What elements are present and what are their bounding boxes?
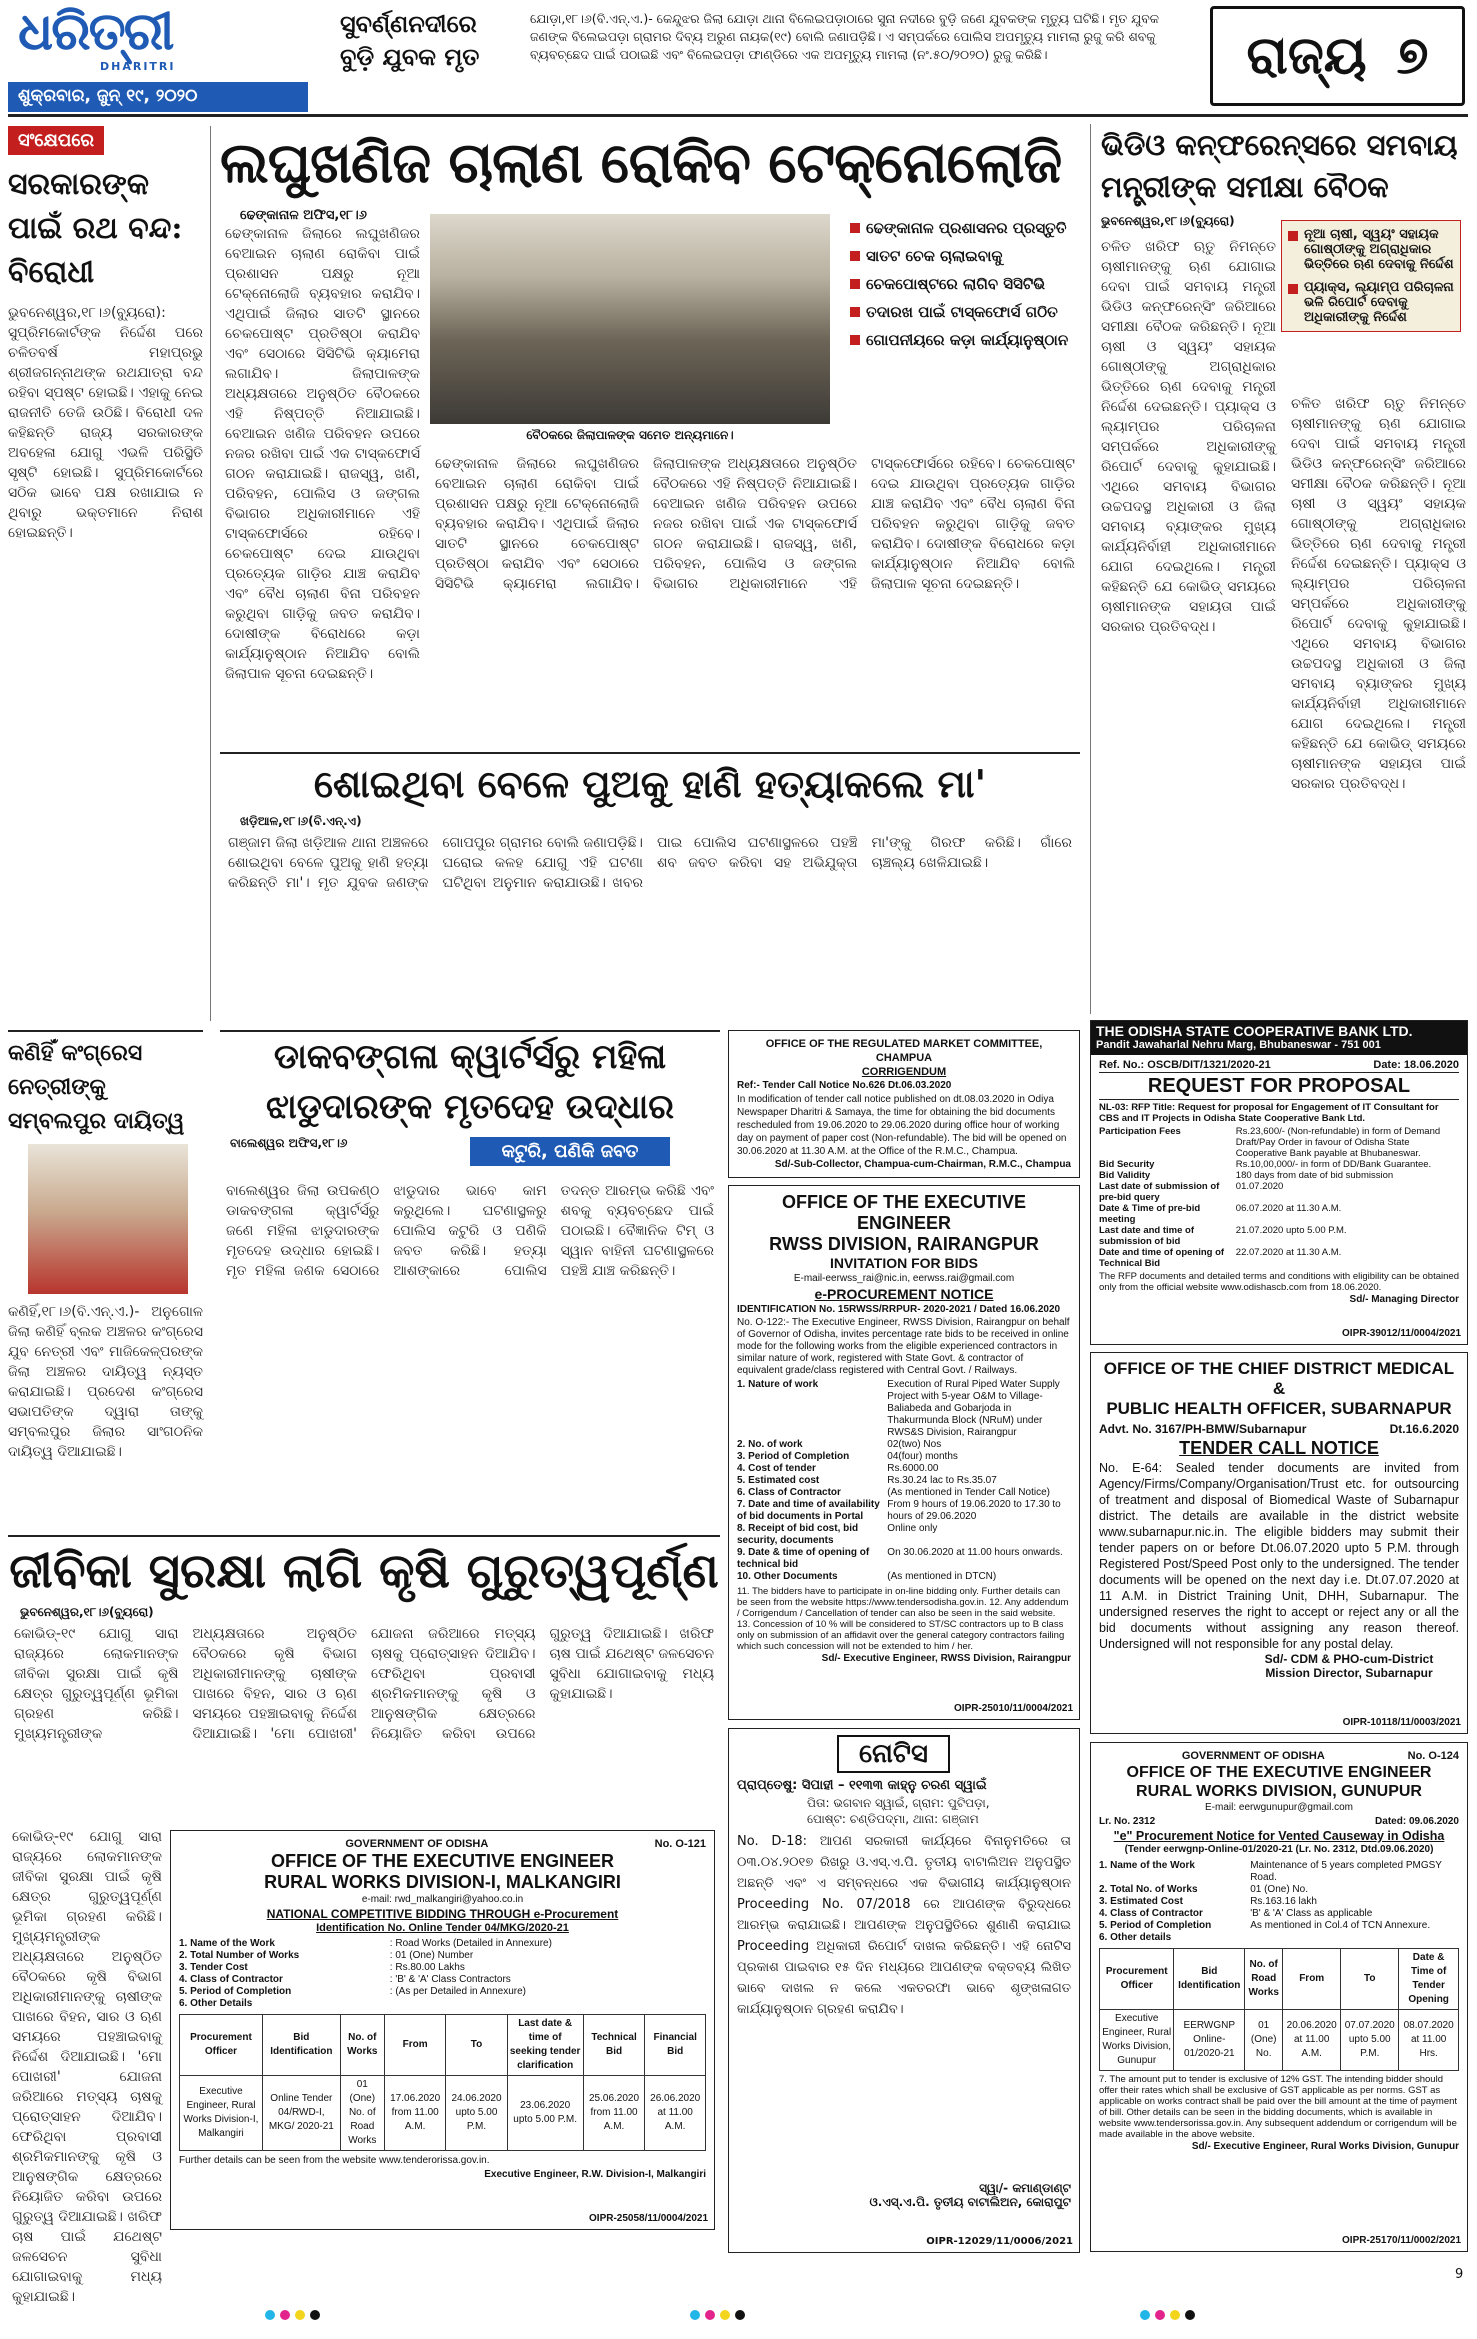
- section-box: [1210, 6, 1465, 106]
- table-cell: To: [1341, 1949, 1399, 2010]
- lead-text: ଢେଙ୍କାନାଳ ଜିଲାରେ ଲଘୁଖଣିଜର ବେଆଇନ ଚାଲାଣ ରୋକିବା ପାଇଁ ପ୍ରଶାସନ ପକ୍ଷରୁ ନୂଆ ଟେକ୍ନୋଲୋଜି ବ୍ୟବହାର କରାଯିବ। ଏଥିପାଇଁ ଜିଲାର ସାତଟି ସ୍ଥାନରେ ଚେକପୋଷ୍ଟ ପ୍ରତିଷ୍ଠା କରାଯିବ ଏବଂ ସେଠାରେ ସିସିଟିଭି କ୍ୟାମେରା ଲଗାଯିବ। ଜିଲାପାଳଙ୍କ ଅଧ୍ୟକ୍ଷତାରେ ଅନୁଷ୍ଠିତ ବୈଠକରେ ଏହି ନିଷ୍ପତ୍ତି ନିଆଯାଇଛି। ବେଆଇନ ଖଣିଜ ପରିବହନ ଉପରେ ନଜର ରଖିବା ପାଇଁ ଏକ ଟାସ୍କଫୋର୍ସ ଗଠନ କରାଯାଇଛି। ରାଜସ୍ୱ, ଖଣି, ପରିବହନ, ପୋଲିସ ଓ ଜଙ୍ଗଲ ବିଭାଗର ଅଧିକାରୀମାନେ ଏହି ଟାସ୍କଫୋର୍ସରେ ରହିବେ। ଚେକପୋଷ୍ଟ ଦେଇ ଯାଉଥିବା ପ୍ରତ୍ୟେକ ଗାଡ଼ିର ଯାଞ୍ଚ କରାଯିବ ଏବଂ ବୈଧ ଚାଲାଣ ବିନା ପରିବହନ କରୁଥିବା ଗାଡ଼ିକୁ ଜବତ କରାଯିବ। ଦୋଷୀଙ୍କ ବିରୋଧରେ କଡ଼ା କାର୍ଯ୍ୟାନୁଷ୍ଠାନ ନିଆଯିବ ବୋଲି ଜିଲାପାଳ ସୂଚନା ଦେଇଛନ୍ତି।: [225, 226, 420, 682]
- table-cell: Date & Time of Tender Opening: [1399, 1949, 1459, 2010]
- video-bullet: ନୂଆ ଚାଷୀ, ସ୍ୱୟଂ ସହାୟକ ଗୋଷ୍ଠୀଙ୍କୁ ଅଗ୍ରାଧିକାର ଭିତ୍ତିରେ ଋଣ ଦେବାକୁ ନିର୍ଦ୍ଦେଶ: [1288, 227, 1454, 272]
- dak-headline: ଡାକବଙ୍ଗଳା କ୍ୱାର୍ଟର୍ସରୁ ମହିଳା ଝାଡୁଦାରଙ୍କ ମୃତଦେହ ଉଦ୍ଧାର: [265, 1037, 675, 1127]
- video-bullets: [1281, 220, 1461, 332]
- registration-mark: [280, 2310, 290, 2320]
- ad-row: Last date of submission of pre-bid query 01.07.2020: [1099, 1181, 1284, 1203]
- agri-headline: ଜୀବିକା ସୁରକ୍ଷା ଲାଗି କୃଷି ଗୁରୁତ୍ୱପୂର୍ଣ୍ଣ: [9, 1543, 719, 1599]
- ad-row: 2. Total No. of Works 01 (One) No.: [1099, 1884, 1308, 1895]
- registration-mark: [1140, 2310, 1150, 2320]
- registration-mark: [720, 2310, 730, 2320]
- table-cell: 08.07.2020 at 11.00 Hrs.: [1399, 2010, 1459, 2071]
- lead-bullets: [850, 219, 1080, 359]
- ad-notice: ନୋଟିସ ପ୍ରାପ୍ତେଷୁ: ସିପାହୀ – ୧୧୩୩ କାହ୍ନୁ ଚରଣ ସ୍ୱାଇଁ ପିତା: ଭଗବାନ ସ୍ୱାଇଁ, ଗ୍ରାମ: ପୁଟିପଡ଼ା, ପୋଷ୍ଟ: ଚଣ୍ଡିପଦ୍ମା, ଥାନା: ଗଞ୍ଜାମ No. D-18: ଆପଣ ସରକାରୀ କାର୍ଯ୍ୟରେ ବିନାନୁମତିରେ ତା ୦୩.୦୪.୨୦୧୭ ରିଖରୁ ଓ.ଏସ୍.ଏ.ପି. ତୃତୀୟ ବାଟାଲିଅନ ଅନୁପସ୍ଥିତ ଅଛନ୍ତି ଏବଂ ଏ ସମ୍ବନ୍ଧରେ ଏକ ବିଭାଗୀୟ କାର୍ଯ୍ୟାନୁଷ୍ଠାନ Proceeding No. 07/2018 ରେ ଆପଣଙ୍କ ବିରୁଦ୍ଧରେ ଆରମ୍ଭ କରାଯାଇଛି। ଆପଣଙ୍କ ଅନୁପସ୍ଥିତିରେ ଶୁଣାଣି କରାଯାଇ Proceeding ଅଧିକାରୀ ରିପୋର୍ଟ ଦାଖଲ କରିଛନ୍ତି। ଏହି ନୋଟିସ ପ୍ରକାଶ ପାଇବାର ୧୫ ଦିନ ମଧ୍ୟରେ ଆପଣଙ୍କ ବକ୍ତବ୍ୟ ଲିଖିତ ଭାବେ ଦାଖଲ ନ କଲେ ଏକତରଫା ଭାବେ ଶୃଙ୍ଖଳାଗତ କାର୍ଯ୍ୟାନୁଷ୍ଠାନ ଗ୍ରହଣ କରାଯିବ। ସ୍ୱା/- କମାଣ୍ଡାଣ୍ଟ ଓ.ଏସ୍.ଏ.ପି. ତୃତୀୟ ବାଟାଲିଅନ, କୋରାପୁଟ OIPR-12029/11/0006/2021: [728, 1728, 1080, 2253]
- lead-bullet: ସାତଟ ଚେକ ଚାଲାଇବାକୁ: [850, 247, 1080, 265]
- ad-champua: OFFICE OF THE REGULATED MARKET COMMITTEE, CHAMPUA CORRIGENDUM Ref:- Tender Call Notice No.626 Dt.06.03.2020 In modification of tender call notice published on dt.08.03.2020 in Odiya Newspaper Dharitri & Samaya, the time for obtaining the bid documents rescheduled from 19.06.2020 to 29.06.2020 during office hour of working day on payment of paper cost (Non-refundable). The bid will be opened on 30.06.2020 at 11.30 A.M. at the Office of the R.M.C., Champua. Sd/-Sub-Collector, Champua-cum-Chairman, R.M.C., Champua: [728, 1030, 1080, 1178]
- ad-row: 3. Estimated Cost Rs.163.16 lakh: [1099, 1896, 1317, 1907]
- table-cell: Technical Bid: [583, 2015, 645, 2076]
- lead-dateline: ଢେଙ୍କାନାଳ ଅଫିସ,୧୮।୬: [240, 208, 367, 223]
- table-cell: 01 (One) No. of Road Works: [340, 2076, 384, 2151]
- table-cell: Last date & time of seeking tender clarification: [507, 2015, 583, 2076]
- video-text-continued: ଚଳିତ ଖରିଫ ଋତୁ ନିମନ୍ତେ ଚାଷୀମାନଙ୍କୁ ଋଣ ଯୋଗାଇ ଦେବା ପାଇଁ ସମବାୟ ମନ୍ତ୍ରୀ ଭିଡିଓ କନ୍‌ଫରେନ୍ସିଂ ଜରିଆରେ ସମୀକ୍ଷା ବୈଠକ କରିଛନ୍ତି। ନୂଆ ଚାଷୀ ଓ ସ୍ୱୟଂ ସହାୟକ ଗୋଷ୍ଠୀଙ୍କୁ ଅଗ୍ରାଧିକାର ଭିତ୍ତିରେ ଋଣ ଦେବାକୁ ମନ୍ତ୍ରୀ ନିର୍ଦ୍ଦେଶ ଦେଇଛନ୍ତି। ପ୍ୟାକ୍ସ ଓ ଲ୍ୟାମ୍ପର ପରିଚାଳନା ସମ୍ପର୍କରେ ଅଧିକାରୀଙ୍କୁ ରିପୋର୍ଟ ଦେବାକୁ କୁହାଯାଇଛି। ଏଥିରେ ସମବାୟ ବିଭାଗର ଉଚ୍ଚପଦସ୍ଥ ଅଧିକାରୀ ଓ ଜିଲା ସମବାୟ ବ୍ୟାଙ୍କର ମୁଖ୍ୟ କାର୍ଯ୍ୟନିର୍ବାହୀ ଅଧିକାରୀମାନେ ଯୋଗ ଦେଇଥିଲେ। ମନ୍ତ୍ରୀ କହିଛନ୍ତି ଯେ କୋଭିଡ୍ ସମୟରେ ଚାଷୀମାନଙ୍କ ସହାୟତା ପାଇଁ ସରକାର ପ୍ରତିବଦ୍ଧ।: [1291, 396, 1466, 792]
- lead-headline: ଲଘୁଖଣିଜ ଚାଲାଣ ରୋକିବ ଟେକ୍ନୋଲୋଜି: [220, 130, 1062, 196]
- masthead-date: ଶୁକ୍ରବାର, ଜୁନ୍ ୧୯, ୨୦୨୦: [8, 82, 308, 112]
- table-cell: Procurement Officer: [1100, 1949, 1174, 2010]
- ad-row: 4. Class of Contractor : 'B' & 'A' Class Contractors: [179, 1974, 511, 1985]
- lead-bullet: ଗୋପନୀୟରେ କଡ଼ା କାର୍ଯ୍ୟାନୁଷ୍ଠାନ: [850, 331, 1080, 349]
- dak-text: ବାଲେଶ୍ୱର ଜିଲା ଉପକଣ୍ଠ ଡାକବଙ୍ଗଳା କ୍ୱାର୍ଟର୍ସରୁ ଜଣେ ମହିଳା ଝାଡୁଦାରଙ୍କ ମୃତଦେହ ଉଦ୍ଧାର ହୋଇଛି। ମୃତ ମହିଳା ଜଣକ ସେଠାରେ ଝାଡୁଦାର ଭାବେ କାମ କରୁଥିଲେ। ଘଟଣାସ୍ଥଳରୁ ପୋଲିସ କଟୁରି ଓ ପଣିକି ଜବତ କରିଛି। ହତ୍ୟା ଆଶଙ୍କାରେ ପୋଲିସ ତଦନ୍ତ ଆରମ୍ଭ କରିଛି ଏବଂ ଶବକୁ ବ୍ୟବଚ୍ଛେଦ ପାଇଁ ପଠାଇଛି। ବୈଜ୍ଞାନିକ ଟିମ୍ ଓ ସ୍ୱାନ ବାହିନୀ ଘଟଣାସ୍ଥଳରେ ପହଞ୍ଚି ଯାଞ୍ଚ କରିଛନ୍ତି।: [226, 1183, 714, 1279]
- ad-row: Date & Time of pre-bid meeting 06.07.2020 at 11.30 A.M.: [1099, 1203, 1342, 1225]
- ad-row: 1. Name of the Work Maintenance of 5 years completed PMGSY Road.: [1099, 1860, 1442, 1883]
- table-cell: Executive Engineer, Rural Works Division-I, Malkangiri: [180, 2076, 263, 2151]
- ad-row: Last date and time of submission of bid 21.07.2020 upto 5.00 P.M.: [1099, 1225, 1347, 1247]
- mother-text: ଗଞ୍ଜାମ ଜିଲା ଖଡ଼ିଆଳ ଥାନା ଅଞ୍ଚଳରେ ଶୋଇଥିବା ବେଳେ ପୁଅକୁ ହାଣି ହତ୍ୟା କରିଛନ୍ତି ମା'। ମୃତ ଯୁବକ ଜଣଙ୍କ ଗୋପପୁର ଗ୍ରାମର ବୋଲି ଜଣାପଡ଼ିଛି। ଘରୋଇ କଳହ ଯୋଗୁ ଏହି ଘଟଣା ଘଟିଥିବା ଅନୁମାନ କରାଯାଉଛି। ଖବର ପାଇ ପୋଲିସ ଘଟଣାସ୍ଥଳରେ ପହଞ୍ଚି ଶବ ଜବତ କରିବା ସହ ଅଭିଯୁକ୍ତା ମା'ଙ୍କୁ ଗିରଫ କରିଛି। ଗାଁରେ ଚାଞ୍ଚଲ୍ୟ ଖେଳିଯାଇଛି।: [228, 835, 1072, 891]
- registration-mark: [705, 2310, 715, 2320]
- lead-text-continued: ଢେଙ୍କାନାଳ ଜିଲାରେ ଲଘୁଖଣିଜର ବେଆଇନ ଚାଲାଣ ରୋକିବା ପାଇଁ ପ୍ରଶାସନ ପକ୍ଷରୁ ନୂଆ ଟେକ୍ନୋଲୋଜି ବ୍ୟବହାର କରାଯିବ। ଏଥିପାଇଁ ଜିଲାର ସାତଟି ସ୍ଥାନରେ ଚେକପୋଷ୍ଟ ପ୍ରତିଷ୍ଠା କରାଯିବ ଏବଂ ସେଠାରେ ସିସିଟିଭି କ୍ୟାମେରା ଲଗାଯିବ। ଜିଲାପାଳଙ୍କ ଅଧ୍ୟକ୍ଷତାରେ ଅନୁଷ୍ଠିତ ବୈଠକରେ ଏହି ନିଷ୍ପତ୍ତି ନିଆଯାଇଛି। ବେଆଇନ ଖଣିଜ ପରିବହନ ଉପରେ ନଜର ରଖିବା ପାଇଁ ଏକ ଟାସ୍କଫୋର୍ସ ଗଠନ କରାଯାଇଛି। ରାଜସ୍ୱ, ଖଣି, ପରିବହନ, ପୋଲିସ ଓ ଜଙ୍ଗଲ ବିଭାଗର ଅଧିକାରୀମାନେ ଏହି ଟାସ୍କଫୋର୍ସରେ ରହିବେ। ଚେକପୋଷ୍ଟ ଦେଇ ଯାଉଥିବା ପ୍ରତ୍ୟେକ ଗାଡ଼ିର ଯାଞ୍ଚ କରାଯିବ ଏବଂ ବୈଧ ଚାଲାଣ ବିନା ପରିବହନ କରୁଥିବା ଗାଡ଼ିକୁ ଜବତ କରାଯିବ। ଦୋଷୀଙ୍କ ବିରୋଧରେ କଡ଼ା କାର୍ଯ୍ୟାନୁଷ୍ଠାନ ନିଆଯିବ ବୋଲି ଜିଲାପାଳ ସୂଚନା ଦେଇଛନ୍ତି।: [435, 456, 1075, 592]
- bullet-icon: [850, 307, 860, 317]
- bullet-icon: [850, 223, 860, 233]
- table-cell: Bid Identification: [262, 2015, 340, 2076]
- bullet-icon: [1288, 231, 1298, 241]
- ad-osc-table: [1099, 1126, 1459, 1269]
- ad-row: 2. Total Number of Works : 01 (One) Number: [179, 1950, 474, 1961]
- ad-gunupur-table: [1099, 1948, 1459, 2071]
- ad-osc-bank: THE ODISHA STATE COOPERATIVE BANK LTD. Pandit Jawaharlal Nehru Marg, Bhubaneswar - 751 001 Ref. No.: OSCB/DIT/1321/2020-21 Date: 18.06.2020 REQUEST FOR PROPOSAL NL-03: RFP Title: Request for proposal for Engagement of IT Consultant for CBS and IT Projects in Odisha State Cooperative Bank Ltd. Participation Fees Rs.23,600/- (Non-refundable) in form of Demand Draft/Pay Order in favour of Odisha State Cooperative Bank payable at Bhubaneswar. Bid Security Rs.10,00,000/- in form of DD/Bank Guarantee. Bid Validity 180 days from date of bid submission Last date of submission of pre-bid query 01.07.2020 Date & Time of pre-bid meeting 06.07.2020 at 11.30 A.M. Last date and time of submission of bid 21.07.2020 upto 5.00 P.M. Date and time of opening of Technical Bid 22.07.2020 at 11.30 A.M. The RFP documents and detailed terms and conditions with eligibility can be obtained only from the official website www.odishascb.com from 18.06.2020. Sd/- Managing Director OIPR-39012/11/0004/2021: [1090, 1020, 1468, 1345]
- ad-row: 4. Cost of tender Rs.6000.00: [737, 1463, 939, 1474]
- table-cell: EERWGNP Online-01/2020-21: [1174, 2010, 1245, 2071]
- table-cell: 26.06.2020 at 11.00 A.M.: [645, 2076, 706, 2151]
- ad-row: 4. Class of Contractor 'B' & 'A' Class as applicable: [1099, 1908, 1373, 1919]
- table-cell: Procurement Officer: [180, 2015, 263, 2076]
- table-cell: 20.06.2020 at 11.00 A.M.: [1283, 2010, 1341, 2071]
- ad-malkangiri-list: [179, 1938, 706, 2010]
- congress-headline: କଣିହିଁ କଂଗ୍ରେସ ନେତ୍ରୀଙ୍କୁ ସମ୍ବଲପୁର ଦାୟିତ୍ୱ: [8, 1040, 185, 1134]
- brief-tag: ସଂକ୍ଷେପରେ: [8, 126, 104, 155]
- registration-mark: [1185, 2310, 1195, 2320]
- lead-bullet: ତଦାରଖ ପାଇଁ ଟାସ୍କଫୋର୍ସ ଗଠିତ: [850, 303, 1080, 321]
- table-cell: From: [1283, 1949, 1341, 2010]
- mother-headline: ଶୋଇଥିବା ବେଳେ ପୁଅକୁ ହାଣି ହତ୍ୟାକଲେ ମା': [313, 761, 987, 806]
- mother-story: [220, 752, 1080, 1022]
- ad-row: 8. Receipt of bid cost, bid security, documents Online only: [737, 1523, 938, 1546]
- congress-photo: [28, 1144, 188, 1294]
- ad-row: 3. Period of Completion 04(four) months: [737, 1451, 958, 1462]
- divider: [210, 126, 211, 1021]
- ad-row: 1. Nature of work Execution of Rural Piped Water Supply Project with 5-year O&M to Village- Baliabeda and Gobarjoda in Thakurmunda Block (NRuM) under RWS&S Division, Rairangpur: [737, 1379, 1060, 1438]
- registration-mark: [1155, 2310, 1165, 2320]
- video-story: [1090, 124, 1470, 1014]
- ad-row: 3. Tender Cost : Rs.80.00 Lakhs: [179, 1962, 465, 1973]
- lead-story: [220, 124, 1080, 744]
- ad-row: 5. Estimated cost Rs.30.24 lac to Rs.35.07: [737, 1475, 997, 1486]
- dak-story: [220, 1030, 720, 1525]
- bullet-icon: [1288, 284, 1298, 294]
- brief-headline: ସରକାରଙ୍କ ପାଇଁ ରଥ ବନ୍ଦ: ବିରୋଧୀ: [8, 167, 183, 290]
- teaser-headline: ସୁବର୍ଣ୍ଣନଦୀରେ ବୁଡ଼ି ଯୁବକ ମୃତ: [340, 10, 480, 71]
- table-cell: 23.06.2020 upto 5.00 P.M.: [507, 2076, 583, 2151]
- ad-cdmo: OFFICE OF THE CHIEF DISTRICT MEDICAL & PUBLIC HEALTH OFFICER, SUBARNAPUR Advt. No. 3167/PH-BMW/Subarnapur Dt.16.6.2020 TENDER CALL NOTICE No. E-64: Sealed tender documents are invited from Agency/Firms/Company/Organisation/Trust etc. for outsourcing of treatment and disposal of Biomedical Waste of Subarnapur district. The details are available in the district website www.subarnapur.nic.in. The eligible bidders may submit their tender papers on or before Dt.06.07.2020 upto 5 P.M. through Registered Post/Speed Post only to the undersigned. The tender documents will be opened on the next day i.e. Dt.07.07.2020 at 11 A.M. in District Training Unit, DHH, Subarnapur. The undersigned reserves the right to accept or reject any or all the bid documents without assigning any reason thereof. Undersigned will not responsible for any postal delay. Sd/- CDM & PHO-cum-District Mission Director, Subarnapur OIPR-10118/11/0003/2021: [1090, 1352, 1468, 1734]
- ad-row: 2. No. of work 02(two) Nos: [737, 1439, 942, 1450]
- section-title: ରାଜ୍ୟ: [1246, 25, 1367, 86]
- table-cell: 24.06.2020 upto 5.00 P.M.: [446, 2076, 507, 2151]
- congress-section: [8, 1030, 203, 1530]
- table-cell: No. of Works: [340, 2015, 384, 2076]
- logo-text: ଧରିତ୍ରୀ: [18, 1, 173, 62]
- registration-mark: [735, 2310, 745, 2320]
- ad-malkangiri-table: [179, 2014, 706, 2151]
- lead-photo: [430, 214, 830, 424]
- registration-mark: [295, 2310, 305, 2320]
- congress-text: କଣିହିଁ,୧୮।୬(ବି.ଏନ୍.ଏ.)- ଅନୁଗୋଳ ଜିଲା କଣିହିଁ ବ୍ଲକ ଅଞ୍ଚଳର କଂଗ୍ରେସ ଯୁବ ନେତ୍ରୀ ଏବଂ ମାଜିକେଳ୍ପରଙ୍କ ଜିଲା ଅଞ୍ଚଳର ଦାୟିତ୍ୱ ନ୍ୟସ୍ତ କରାଯାଇଛି। ପ୍ରଦେଶ କଂଗ୍ରେସ ସଭାପତିଙ୍କ ଦ୍ୱାରା ତାଙ୍କୁ ସମ୍ବଲପୁର ଜିଲାର ସାଂଗଠନିକ ଦାୟିତ୍ୱ ଦିଆଯାଇଛି।: [8, 1304, 203, 1460]
- table-cell: Online Tender 04/RWD-I, MKG/ 2020-21: [262, 2076, 340, 2151]
- bullet-icon: [850, 279, 860, 289]
- bank-header: THE ODISHA STATE COOPERATIVE BANK LTD. Pandit Jawaharlal Nehru Marg, Bhubaneswar - 751 001: [1091, 1021, 1467, 1055]
- video-text: ଚଳିତ ଖରିଫ ଋତୁ ନିମନ୍ତେ ଚାଷୀମାନଙ୍କୁ ଋଣ ଯୋଗାଇ ଦେବା ପାଇଁ ସମବାୟ ମନ୍ତ୍ରୀ ଭିଡିଓ କନ୍‌ଫରେନ୍ସିଂ ଜରିଆରେ ସମୀକ୍ଷା ବୈଠକ କରିଛନ୍ତି। ନୂଆ ଚାଷୀ ଓ ସ୍ୱୟଂ ସହାୟକ ଗୋଷ୍ଠୀଙ୍କୁ ଅଗ୍ରାଧିକାର ଭିତ୍ତିରେ ଋଣ ଦେବାକୁ ମନ୍ତ୍ରୀ ନିର୍ଦ୍ଦେଶ ଦେଇଛନ୍ତି। ପ୍ୟାକ୍ସ ଓ ଲ୍ୟାମ୍ପର ପରିଚାଳନା ସମ୍ପର୍କରେ ଅଧିକାରୀଙ୍କୁ ରିପୋର୍ଟ ଦେବାକୁ କୁହାଯାଇଛି। ଏଥିରେ ସମବାୟ ବିଭାଗର ଉଚ୍ଚପଦସ୍ଥ ଅଧିକାରୀ ଓ ଜିଲା ସମବାୟ ବ୍ୟାଙ୍କର ମୁଖ୍ୟ କାର୍ଯ୍ୟନିର୍ବାହୀ ଅଧିକାରୀମାନେ ଯୋଗ ଦେଇଥିଲେ। ମନ୍ତ୍ରୀ କହିଛନ୍ତି ଯେ କୋଭିଡ୍ ସମୟରେ ଚାଷୀମାନଙ୍କ ସହାୟତା ପାଇଁ ସରକାର ପ୍ରତିବଦ୍ଧ।: [1101, 239, 1276, 635]
- table-cell: Executive Engineer, Rural Works Division, Gunupur: [1100, 2010, 1174, 2071]
- bullet-icon: [850, 335, 860, 345]
- masthead: [0, 0, 1477, 118]
- ad-rwss: OFFICE OF THE EXECUTIVE ENGINEER RWSS DIVISION, RAIRANGPUR INVITATION FOR BIDS E-mail-eerwss_rai@nic.in, eerwss.rai@gmail.com e-PROCUREMENT NOTICE IDENTIFICATION No. 15RWSS/RRPUR- 2020-2021 / Dated 16.06.2020 No. O-122:- The Executive Engineer, RWSS Division, Rairangpur on behalf of Governor of Odisha, invites percentage rate bids to be received in online mode for the following works from the eligible experienced contractors in similar nature of work, registered with State Govt. & contractor of equivalent grade/class registered with Central Govt. / Railways. 1. Nature of work Execution of Rural Piped Water Supply Project with 5-year O&M to Village- Baliabeda and Gobarjoda in Thakurmunda Block (NRuM) under RWS&S Division, Rairangpur 2. No. of work 02(two) Nos 3. Period of Completion 04(four) months 4. Cost of tender Rs.6000.00 5. Estimated cost Rs.30.24 lac to Rs.35.07 6. Class of Contractor (As mentioned in Tender Call Notice) 7. Date and time of availability of bid documents in Portal From 9 hours of 19.06.2020 to 17.30 to hours of 29.06.2020 8. Receipt of bid cost, bid security, documents Online only 9. Date & time of opening of technical bid On 30.06.2020 at 11.00 hours onwards. 10. Other Documents (As mentioned in DTCN) 11. The bidders have to participate in on-line bidding only. Further details can be seen from the website https://www.tendersodisha.gov.in. 12. Any addendum / Corrigendum / Cancellation of tender can also be seen in the said website. 13. Concession of 10 % will be considered to ST/SC contractors up to B class only on submission of an affidavit over the general category contractors failing which such concession will not be extended to him / her. Sd/- Executive Engineer, RWSS Division, Rairangpur OIPR-25010/11/0004/2021: [728, 1185, 1080, 1720]
- video-bullet: ପ୍ୟାକ୍ସ, ଲ୍ୟାମ୍ପ ପରିଚାଳନା ଭଳି ରିପୋର୍ଟ ଦେବାକୁ ଅଧିକାରୀଙ୍କୁ ନିର୍ଦ୍ଦେଶ: [1288, 280, 1454, 325]
- teaser-text: ଯୋଡ଼ା,୧୮।୬(ବି.ଏନ୍.ଏ.)- କେନ୍ଦୁଝର ଜିଲା ଯୋଡ଼ା ଥାନା ବିଲେଇପଡ଼ାଠାରେ ସୁନା ନଦୀରେ ବୁଡ଼ି ଜଣେ ଯୁବକଙ୍କ ମୃତ୍ୟୁ ଘଟିଛି। ମୃତ ଯୁବକ ଜଣଙ୍କ ବିଲେଇପଡ଼ା ଗ୍ରାମର ଦିବ୍ୟ ଅରୁଣ ନାୟକ(୧୯) ବୋଲି ଜଣାପଡ଼ିଛି। ଏ ସମ୍ପର୍କରେ ପୋଲିସ ଅପମୃତ୍ୟୁ ମାମଲା ରୁଜୁ କରି ଶବକୁ ବ୍ୟବଚ୍ଛେଦ ପାଇଁ ପଠାଇଛି ଏବଂ ବିଲେଇପଡ଼ା ଫାଣ୍ଡିରେ ଏକ ଅପମୃତ୍ୟୁ ମାମଲା (ନଂ.୫୦/୨୦୨୦) ରୁଜୁ କରିଛି।: [530, 11, 1160, 62]
- footer-page-number: 9: [1455, 2267, 1464, 2282]
- ad-rwss-table: [737, 1379, 1071, 1583]
- ad-gunupur-list: [1099, 1860, 1459, 1944]
- lead-bullet: ଚେକପୋଷ୍ଟରେ ଲାଗିବ ସିସିଟିଭି: [850, 275, 1080, 293]
- video-headline: ଭିଡିଓ କନ୍‌ଫରେନ୍ସରେ ସମବାୟ ମନ୍ତ୍ରୀଙ୍କ ସମୀକ୍ଷା ବୈଠକ: [1101, 128, 1458, 204]
- ad-row: 1. Name of the Work : Road Works (Detailed in Annexure): [179, 1938, 552, 1949]
- page-footer: [0, 2262, 1477, 2339]
- ad-gunupur: GOVERNMENT OF ODISHA No. O-124 OFFICE OF THE EXECUTIVE ENGINEER RURAL WORKS DIVISION, GUNUPUR E-mail: eerwgunupur@gmail.com Lr. No. 2312 Dated: 09.06.2020 "e" Procurement Notice for Vented Causeway in Odisha (Tender eerwgnp-Online-01/2020-21 (Lr. No. 2312, Dtd.09.06.2020) 1. Name of the Work Maintenance of 5 years completed PMGSY Road. 2. Total No. of Works 01 (One) No. 3. Estimated Cost Rs.163.16 lakh 4. Class of Contractor 'B' & 'A' Class as applicable 5. Period of Completion As mentioned in Col.4 of TCN Annexure. 6. Other details Procurement Officer Bid Identification No. of Road Works From To Date & Time of Tender Opening Executive Engineer, Rural Works Division, Gunupur EERWGNP Online-01/2020-21 01 (One) No. 20.06.2020 at 11.00 A.M. 07.07.2020 upto 5.00 P.M. 08.07.2020 at 11.00 Hrs. 7. The amount put to tender is exclusive of 12% GST. The intending bidder should offer their rates which shall be exclusive of GST applicable as per norms. GST as applicable on works contract shall be paid over the bill amount at the time of payment of bill. Other details can be seen in the bidding documents, which is available in website www.tendersorissa.gov.in. Any subsequent addendum or corrigendum will be made available in the above website. Sd/- Executive Engineer, Rural Works Division, Gunupur OIPR-25170/11/0002/2021: [1090, 1742, 1468, 2252]
- ad-malkangiri: GOVERNMENT OF ODISHA No. O-121 OFFICE OF THE EXECUTIVE ENGINEER RURAL WORKS DIVISION-I, MALKANGIRI e-mail: rwd_malkangiri@yahoo.co.in NATIONAL COMPETITIVE BIDDING THROUGH e-Procurement Identification No. Online Tender 04/MKG/2020-21 1. Name of the Work : Road Works (Detailed in Annexure) 2. Total Number of Works : 01 (One) Number 3. Tender Cost : Rs.80.00 Lakhs 4. Class of Contractor : 'B' & 'A' Class Contractors 5. Period of Completion : (As per Detailed in Annexure) 6. Other Details Procurement Officer Bid Identification No. of Works From To Last date & time of seeking tender clarification Technical Bid Financial Bid Executive Engineer, Rural Works Division-I, Malkangiri Online Tender 04/RWD-I, MKG/ 2020-21 01 (One) No. of Road Works 17.06.2020 from 11.00 A.M. 24.06.2020 upto 5.00 P.M. 23.06.2020 upto 5.00 P.M. 25.06.2020 from 11.00 A.M. 26.06.2020 at 11.00 A.M. Further details can be seen from the website www.tenderorissa.gov.in. Executive Engineer, R.W. Division-I, Malkangiri OIPR-25058/11/0004/2021: [170, 1830, 715, 2230]
- table-cell: Financial Bid: [645, 2015, 706, 2076]
- table-cell: 17.06.2020 from 11.00 A.M.: [384, 2076, 446, 2151]
- table-cell: 07.07.2020 upto 5.00 P.M.: [1341, 2010, 1399, 2071]
- brief-text: ଭୁବନେଶ୍ୱର,୧୮।୬(ବ୍ୟୁରୋ): ସୁପ୍ରିମକୋର୍ଟଙ୍କ ନିର୍ଦ୍ଦେଶ ପରେ ଚଳିତବର୍ଷ ମହାପ୍ରଭୁ ଶ୍ରୀଜଗନ୍ନାଥଙ୍କ ରଥଯାତ୍ରା ବନ୍ଦ ରହିବା ସ୍ପଷ୍ଟ ହୋଇଛି। ଏହାକୁ ନେଇ ରାଜନୀତି ତେଜି ଉଠିଛି। ବିରୋଧୀ ଦଳ କହିଛନ୍ତି ରାଜ୍ୟ ସରକାରଙ୍କ ଅବହେଳା ଯୋଗୁ ଏଭଳି ପରିସ୍ଥିତି ସୃଷ୍ଟି ହୋଇଛି। ସୁପ୍ରିମକୋର୍ଟରେ ସଠିକ ଭାବେ ପକ୍ଷ ରଖାଯାଇ ନ ଥିବାରୁ ଭକ୍ତମାନେ ନିରାଶ ହୋଇଛନ୍ତି।: [8, 305, 203, 541]
- ad-row: 6. Other Details: [179, 1998, 253, 2009]
- video-dateline: ଭୁବନେଶ୍ୱର,୧୮।୬(ବ୍ୟୁରୋ): [1101, 214, 1235, 228]
- ad-row: 6. Class of Contractor (As mentioned in Tender Call Notice): [737, 1487, 1050, 1498]
- registration-mark: [1170, 2310, 1180, 2320]
- table-cell: From: [384, 2015, 446, 2076]
- ad-row: Participation Fees Rs.23,600/- (Non-refundable) in form of Demand Draft/Pay Order in favour of Odisha State Cooperative Bank payable at Bhubaneswar.: [1099, 1126, 1441, 1159]
- lead-caption: ବୈଠକରେ ଜିଲାପାଳଙ୍କ ସମେତ ଅନ୍ୟମାନେ।: [526, 428, 734, 442]
- mother-dateline: ଖଡ଼ିଆଳ,୧୮।୬(ବି.ଏନ୍.ଏ): [240, 814, 362, 828]
- bullet-icon: [850, 251, 860, 261]
- registration-mark: [265, 2310, 275, 2320]
- ad-row: 7. Date and time of availability of bid documents in Portal From 9 hours of 19.06.2020 to 17.30 to hours of 29.06.2020: [737, 1499, 1061, 1522]
- ad-row: 5. Period of Completion : (As per Detailed in Annexure): [179, 1986, 526, 1997]
- logo-en: DHARITRI: [100, 60, 176, 73]
- dak-dateline: ବାଲେଶ୍ୱର ଅଫିସ,୧୮।୬: [230, 1136, 348, 1150]
- divider: [8, 114, 1468, 117]
- table-cell: Bid Identification: [1174, 1949, 1245, 2010]
- table-cell: 25.06.2020 from 11.00 A.M.: [583, 2076, 645, 2151]
- ad-row: Bid Validity 180 days from date of bid submission: [1099, 1170, 1394, 1181]
- ad-row: 5. Period of Completion As mentioned in Col.4 of TCN Annexure.: [1099, 1920, 1431, 1931]
- table-cell: No. of Road Works: [1245, 1949, 1283, 2010]
- ad-row: 10. Other Documents (As mentioned in DTCN): [737, 1571, 997, 1582]
- dak-tag: କଟୁରି, ପଣିକି ଜବତ: [470, 1137, 670, 1166]
- table-cell: To: [446, 2015, 507, 2076]
- registration-mark: [690, 2310, 700, 2320]
- agri-text-continued: କୋଭିଡ୍-୧୯ ଯୋଗୁ ସାରା ରାଜ୍ୟରେ ଲୋକମାନଙ୍କ ଜୀବିକା ସୁରକ୍ଷା ପାଇଁ କୃଷି କ୍ଷେତ୍ର ଗୁରୁତ୍ୱପୂର୍ଣ୍ଣ ଭୂମିକା ଗ୍ରହଣ କରିଛି। ମୁଖ୍ୟମନ୍ତ୍ରୀଙ୍କ ଅଧ୍ୟକ୍ଷତାରେ ଅନୁଷ୍ଠିତ ବୈଠକରେ କୃଷି ବିଭାଗ ଅଧିକାରୀମାନଙ୍କୁ ଚାଷୀଙ୍କ ପାଖରେ ବିହନ, ସାର ଓ ଋଣ ସମୟରେ ପହଞ୍ଚାଇବାକୁ ନିର୍ଦ୍ଦେଶ ଦିଆଯାଇଛି। 'ମୋ ପୋଖରୀ' ଯୋଜନା ଜରିଆରେ ମତ୍ସ୍ୟ ଚାଷକୁ ପ୍ରୋତ୍ସାହନ ଦିଆଯିବ। ଫେରିଥିବା ପ୍ରବାସୀ ଶ୍ରମିକମାନଙ୍କୁ କୃଷି ଓ ଆନୁଷଙ୍ଗିକ କ୍ଷେତ୍ରରେ ନିୟୋଜିତ କରିବା ଉପରେ ଗୁରୁତ୍ୱ ଦିଆଯାଇଛି। ଖରିଫ ଚାଷ ପାଇଁ ଯଥେଷ୍ଟ ଜଳସେଚନ ସୁବିଧା ଯୋଗାଇବାକୁ ମଧ୍ୟ କୁହାଯାଇଛି।: [12, 1829, 162, 2305]
- table-cell: 01 (One) No.: [1245, 2010, 1283, 2071]
- ad-row: 9. Date & time of opening of technical bid On 30.06.2020 at 11.00 hours onwards.: [737, 1547, 1063, 1570]
- ad-row: Bid Security Rs.10,00,000/- in form of DD/Bank Guarantee.: [1099, 1159, 1432, 1170]
- page-number: ୭: [1396, 25, 1429, 86]
- ad-row: 6. Other details: [1099, 1932, 1172, 1943]
- agri-dateline: ଭୁବନେଶ୍ୱର,୧୮।୬(ବ୍ୟୁରୋ): [20, 1605, 154, 1619]
- brief-section: [8, 126, 203, 1021]
- logo: [18, 2, 278, 82]
- ad-row: Date and time of opening of Technical Bid 22.07.2020 at 11.30 A.M.: [1099, 1247, 1342, 1269]
- lead-bullet: ଢେଙ୍କାନାଳ ପ୍ରଶାସନର ପ୍ରସ୍ତୁତି: [850, 219, 1080, 237]
- registration-mark: [310, 2310, 320, 2320]
- agri-text: କୋଭିଡ୍-୧୯ ଯୋଗୁ ସାରା ରାଜ୍ୟରେ ଲୋକମାନଙ୍କ ଜୀବିକା ସୁରକ୍ଷା ପାଇଁ କୃଷି କ୍ଷେତ୍ର ଗୁରୁତ୍ୱପୂର୍ଣ୍ଣ ଭୂମିକା ଗ୍ରହଣ କରିଛି। ମୁଖ୍ୟମନ୍ତ୍ରୀଙ୍କ ଅଧ୍ୟକ୍ଷତାରେ ଅନୁଷ୍ଠିତ ବୈଠକରେ କୃଷି ବିଭାଗ ଅଧିକାରୀମାନଙ୍କୁ ଚାଷୀଙ୍କ ପାଖରେ ବିହନ, ସାର ଓ ଋଣ ସମୟରେ ପହଞ୍ଚାଇବାକୁ ନିର୍ଦ୍ଦେଶ ଦିଆଯାଇଛି। 'ମୋ ପୋଖରୀ' ଯୋଜନା ଜରିଆରେ ମତ୍ସ୍ୟ ଚାଷକୁ ପ୍ରୋତ୍ସାହନ ଦିଆଯିବ। ଫେରିଥିବା ପ୍ରବାସୀ ଶ୍ରମିକମାନଙ୍କୁ କୃଷି ଓ ଆନୁଷଙ୍ଗିକ କ୍ଷେତ୍ରରେ ନିୟୋଜିତ କରିବା ଉପରେ ଗୁରୁତ୍ୱ ଦିଆଯାଇଛି। ଖରିଫ ଚାଷ ପାଇଁ ଯଥେଷ୍ଟ ଜଳସେଚନ ସୁବିଧା ଯୋଗାଇବାକୁ ମଧ୍ୟ କୁହାଯାଇଛି।: [14, 1626, 715, 1742]
